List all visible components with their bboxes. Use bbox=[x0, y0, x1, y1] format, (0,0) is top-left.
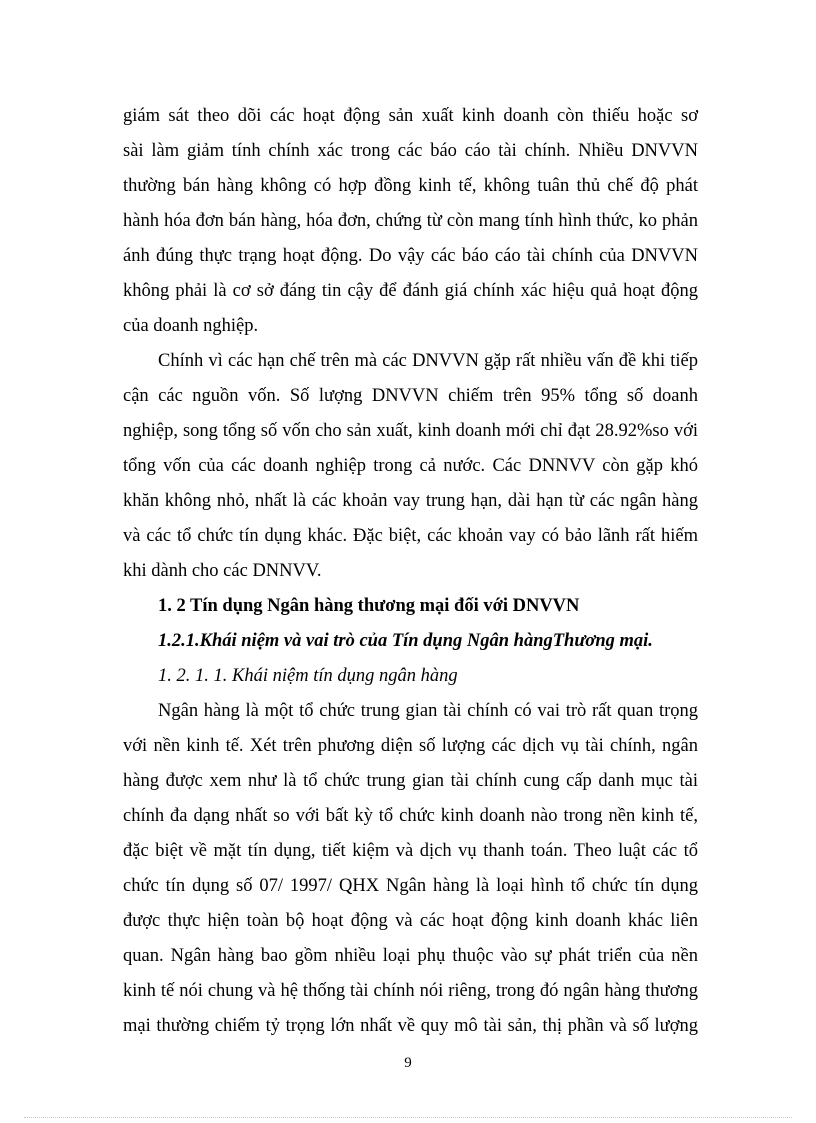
text-line: chính đa dạng nhất so với bất kỳ tổ chức kinh doanh nào trong nền kinh tế, bbox=[123, 806, 698, 826]
text-line: cận các nguồn vốn. Số lượng DNVVN chiếm trên 95% tổng số doanh bbox=[123, 386, 698, 406]
text-line: kinh tế nói chung và hệ thống tài chính nói riêng, trong đó ngân hàng thương bbox=[123, 981, 698, 1001]
text-line: khăn không nhỏ, nhất là các khoản vay trung hạn, dài hạn từ các ngân hàng bbox=[123, 491, 698, 511]
text-line: mại thường chiếm tỷ trọng lớn nhất về quy mô tài sản, thị phần và số lượng bbox=[123, 1016, 698, 1036]
text-line: nghiệp, song tổng số vốn cho sản xuất, kinh doanh mới chỉ đạt 28.92%so với bbox=[123, 421, 698, 441]
text-line: giám sát theo dõi các hoạt động sản xuất kinh doanh còn thiếu hoặc sơ bbox=[123, 106, 698, 126]
text-line: và các tổ chức tín dụng khác. Đặc biệt, các khoản vay có bảo lãnh rất hiếm bbox=[123, 526, 698, 546]
text-line: với nền kinh tế. Xét trên phương diện số lượng các dịch vụ tài chính, ngân bbox=[123, 736, 698, 756]
text-line: sài làm giảm tính chính xác trong các báo cáo tài chính. Nhiều DNVVN bbox=[123, 141, 698, 161]
text-line: tổng vốn của các doanh nghiệp trong cả nước. Các DNNVV còn gặp khó bbox=[123, 456, 698, 476]
section-heading: 1. 2 Tín dụng Ngân hàng thương mại đối với DNVVN bbox=[158, 596, 580, 616]
text-line: hành hóa đơn bán hàng, hóa đơn, chứng từ còn mang tính hình thức, ko phản bbox=[123, 211, 698, 231]
text-line: được thực hiện toàn bộ hoạt động và các hoạt động kinh doanh khác liên bbox=[123, 911, 698, 931]
text-line: của doanh nghiệp. bbox=[123, 316, 259, 336]
text-line: Chính vì các hạn chế trên mà các DNVVN gặp rất nhiều vấn đề khi tiếp bbox=[158, 351, 698, 371]
text-line: thường bán hàng không có hợp đồng kinh tế, không tuân thủ chế độ phát bbox=[123, 176, 698, 196]
page-number: 9 bbox=[404, 1055, 412, 1071]
text-line: Ngân hàng là một tổ chức trung gian tài chính có vai trò rất quan trọng bbox=[158, 701, 698, 721]
text-line: quan. Ngân hàng bao gồm nhiều loại phụ thuộc vào sự phát triển của nền bbox=[123, 946, 698, 966]
subsection-heading: 1.2.1.Khái niệm và vai trò của Tín dụng Ngân hàngThương mại. bbox=[158, 631, 653, 651]
text-line: đặc biệt về mặt tín dụng, tiết kiệm và dịch vụ thanh toán. Theo luật các tổ bbox=[123, 841, 698, 861]
subsubsection-heading: 1. 2. 1. 1. Khái niệm tín dụng ngân hàng bbox=[158, 666, 458, 686]
text-line: không phải là cơ sở đáng tin cậy để đánh giá chính xác hiệu quả hoạt động bbox=[123, 281, 698, 301]
text-line: ánh đúng thực trạng hoạt động. Do vậy các báo cáo tài chính của DNVVN bbox=[123, 246, 698, 266]
text-line: chức tín dụng số 07/ 1997/ QHX Ngân hàng là loại hình tổ chức tín dụng bbox=[123, 876, 698, 896]
text-line: khi dành cho các DNNVV. bbox=[123, 561, 322, 581]
page-bottom-divider bbox=[24, 1117, 792, 1118]
text-line: hàng được xem như là tổ chức trung gian tài chính cung cấp danh mục tài bbox=[123, 771, 698, 791]
